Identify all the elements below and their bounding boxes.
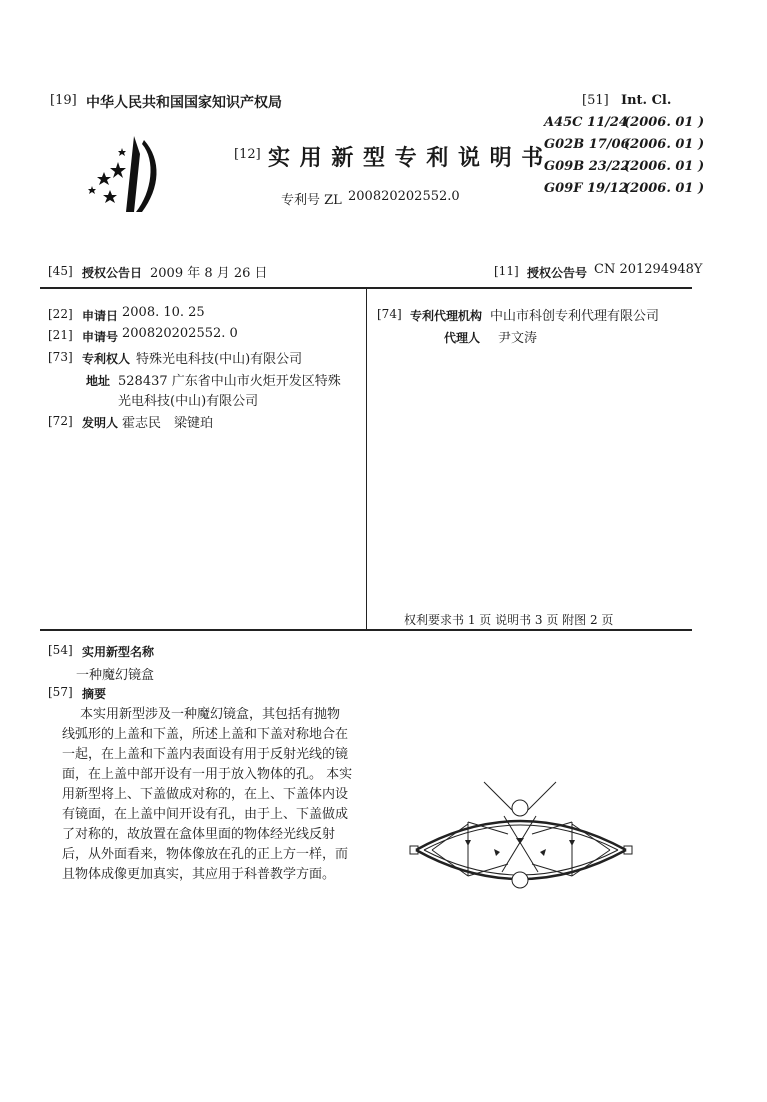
inventor-label: 发明人 bbox=[82, 416, 119, 430]
code-74: [74] bbox=[377, 307, 402, 321]
document-title: 实 用 新 型 专 利 说 明 书 bbox=[268, 145, 545, 171]
classification-code: G09B 23/22 bbox=[544, 159, 630, 174]
address-line: 528437 广东省中山市火炬开发区特殊 bbox=[118, 374, 341, 389]
abstract-line: 且物体成像更加真实，其应用于科普教学方面。 bbox=[62, 867, 336, 882]
code-22: [22] bbox=[48, 307, 73, 321]
abstract-line: 后，从外面看来，物体像放在孔的正上方一样，而 bbox=[62, 847, 349, 862]
application-number-label: 申请号 bbox=[82, 330, 119, 344]
grant-date: 2009 年 8 月 26 日 bbox=[150, 266, 268, 281]
abstract-label: 摘要 bbox=[82, 687, 107, 701]
classification-year: (2006. 01 ) bbox=[624, 115, 705, 130]
abstract-line: 了对称的，故放置在盒体里面的物体经光线反射 bbox=[62, 827, 336, 842]
agency: 中山市科创专利代理有限公司 bbox=[490, 309, 660, 324]
grant-date-label: 授权公告日 bbox=[82, 266, 143, 280]
classification-year: (2006. 01 ) bbox=[624, 137, 705, 152]
utility-model-title: 一种魔幻镜盒 bbox=[76, 668, 155, 683]
code-45: [45] bbox=[48, 264, 73, 278]
patentee: 特殊光电科技(中山)有限公司 bbox=[136, 352, 303, 367]
classification-code: A45C 11/24 bbox=[544, 115, 628, 130]
code-57: [57] bbox=[48, 685, 73, 699]
page-counts: 权利要求书 1 页 说明书 3 页 附图 2 页 bbox=[404, 613, 614, 627]
address-line: 光电科技(中山)有限公司 bbox=[118, 394, 259, 409]
sipo-logo bbox=[82, 132, 162, 218]
code-21: [21] bbox=[48, 328, 73, 342]
inventors: 霍志民 梁键珀 bbox=[122, 416, 214, 431]
divider-vertical bbox=[366, 289, 367, 629]
classification-code: G02B 17/06 bbox=[544, 137, 630, 152]
classification-code: G09F 19/12 bbox=[544, 181, 628, 196]
abstract-line: 一起，在上盖和下盖内表面设有用于反射光线的镜 bbox=[62, 747, 349, 762]
agency-label: 专利代理机构 bbox=[410, 309, 483, 323]
header-code-51: [51] bbox=[582, 93, 609, 108]
abstract-line: 线弧形的上盖和下盖，所述上盖和下盖对称地合在 bbox=[62, 727, 349, 742]
agent: 尹文涛 bbox=[498, 331, 538, 346]
application-number: 200820202552. 0 bbox=[122, 326, 238, 341]
abstract-line: 有镜面，在上盖中间开设有孔，由于上、下盖做成 bbox=[62, 807, 349, 822]
utility-model-title-label: 实用新型名称 bbox=[82, 645, 155, 659]
abstract-line: 用新型将上、下盖做成对称的，在上、下盖体内设 bbox=[62, 787, 349, 802]
address-label: 地址 bbox=[86, 374, 111, 388]
int-cl-label: Int. Cl. bbox=[621, 93, 672, 108]
abstract-line: 本实用新型涉及一种魔幻镜盒，其包括有抛物 bbox=[80, 707, 341, 722]
header-code-12: [12] bbox=[234, 147, 261, 162]
patent-number: 200820202552.0 bbox=[348, 189, 460, 204]
code-11: [11] bbox=[494, 264, 519, 278]
office-name: 中华人民共和国国家知识产权局 bbox=[86, 95, 282, 111]
divider-bottom bbox=[40, 629, 692, 631]
grant-number-label: 授权公告号 bbox=[527, 266, 588, 280]
code-54: [54] bbox=[48, 643, 73, 657]
header-code-19: [19] bbox=[50, 93, 77, 108]
grant-number: CN 201294948Y bbox=[594, 262, 703, 277]
code-72: [72] bbox=[48, 414, 73, 428]
patentee-label: 专利权人 bbox=[82, 352, 131, 366]
agent-label: 代理人 bbox=[444, 331, 481, 345]
filing-date: 2008. 10. 25 bbox=[122, 305, 205, 320]
mirror-box-figure bbox=[408, 776, 636, 894]
patent-number-label: 专利号 ZL bbox=[281, 193, 342, 208]
code-73: [73] bbox=[48, 350, 73, 364]
classification-year: (2006. 01 ) bbox=[624, 159, 705, 174]
classification-year: (2006. 01 ) bbox=[624, 181, 705, 196]
abstract-line: 面，在上盖中部开设有一用于放入物体的孔。 本实 bbox=[62, 767, 353, 782]
filing-date-label: 申请日 bbox=[82, 309, 119, 323]
